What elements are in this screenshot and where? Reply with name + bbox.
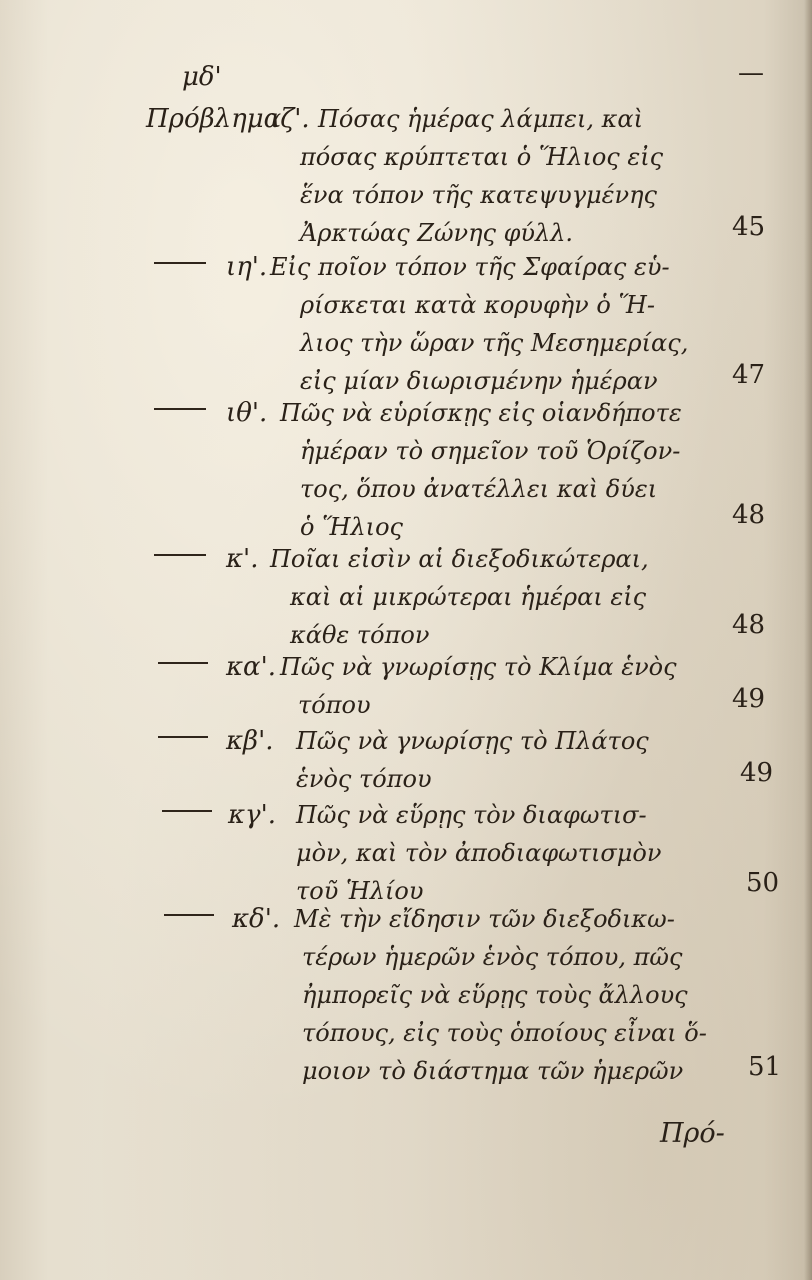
entry-line: εἰς μίαν διωρισμένην ἡμέραν	[300, 367, 658, 395]
entry-line: τοῦ Ἡλίου	[296, 877, 424, 905]
top-right-mark: —	[738, 58, 764, 88]
entry-text	[296, 722, 649, 798]
ditto-dash	[158, 662, 208, 664]
entry-page-number: 47	[732, 360, 766, 390]
entry-text	[280, 394, 682, 546]
entry-line: τέρων ἡμερῶν ἑνὸς τόπου, πῶς	[302, 943, 683, 971]
entry-page-number: 50	[746, 868, 780, 898]
ditto-dash	[162, 810, 212, 812]
entry-text	[270, 540, 649, 654]
entry-line: Πῶς νὰ εὑρίσκῃς εἰς οἱανδήποτε	[280, 399, 682, 427]
entry-page-number: 48	[732, 500, 766, 530]
entry-line: ἡμέραν τὸ σημεῖον τοῦ Ὁρίζον-	[300, 437, 681, 465]
ditto-dash	[154, 554, 206, 556]
entry-line: Πῶς νὰ εὕρῃς τὸν διαφωτισ-	[296, 801, 647, 829]
entry-number: κδ'.	[232, 904, 281, 934]
entry-number: κβ'.	[226, 726, 274, 756]
entry-text	[270, 248, 688, 400]
entry-line: Ποῖαι εἰσὶν αἱ διεξοδικώτεραι,	[270, 545, 649, 573]
ditto-dash	[158, 736, 208, 738]
entry-line: Πόσας ἡμέρας λάμπει, καὶ	[318, 105, 643, 133]
page-edge-shadow	[804, 0, 812, 1280]
entry-line: λιος τὴν ὥραν τῆς Μεσημερίας,	[300, 329, 689, 357]
entry-line: τόπου	[298, 691, 371, 719]
entry-line: ἕνα τόπον τῆς κατεψυγμένης	[300, 181, 657, 209]
entry-line: κάθε τόπον	[290, 621, 430, 649]
entry-page-number: 49	[732, 684, 766, 714]
entry-text	[296, 796, 661, 910]
entry-line: μὸν, καὶ τὸν ἀποδιαφωτισμὸν	[296, 839, 662, 867]
entry-page-number: 45	[732, 212, 766, 242]
entry-line: Εἰς ποῖον τόπον τῆς Σφαίρας εὑ-	[270, 253, 670, 281]
entry-line: μοιον τὸ διάστημα τῶν ἡμερῶν	[302, 1057, 684, 1085]
entry-page-number: 49	[740, 758, 774, 788]
entry-text	[300, 100, 663, 252]
entry-text	[280, 648, 677, 724]
entry-number: ιη'.	[226, 252, 268, 282]
entry-line: καὶ αἱ μικρώτεραι ἡμέραι εἰς	[290, 583, 647, 611]
entry-line: πόσας κρύπτεται ὁ Ἥλιος εἰς	[300, 143, 664, 171]
entry-number: κα'.	[226, 652, 277, 682]
catchword: Πρό-	[660, 1118, 725, 1149]
entry-line: ρίσκεται κατὰ κορυφὴν ὁ Ἥ-	[300, 291, 655, 319]
entry-line: Πῶς νὰ γνωρίσῃς τὸ Κλίμα ἑνὸς	[280, 653, 677, 681]
entry-number: ιθ'.	[226, 398, 268, 428]
entry-page-number: 48	[732, 610, 766, 640]
entry-line: ἑνὸς τόπου	[296, 765, 432, 793]
entry-number: ιζ'.	[270, 104, 310, 134]
ditto-dash	[154, 262, 206, 264]
entry-page-number: 51	[748, 1052, 782, 1082]
entry-line: ἠμπορεῖς νὰ εὕρῃς τοὺς ἄλλους	[302, 981, 688, 1009]
entry-number: κγ'.	[228, 800, 277, 830]
ditto-dash	[164, 914, 214, 916]
entry-line: Μὲ τὴν εἴδησιν τῶν διεξοδικω-	[294, 905, 675, 933]
entry-line: ὁ Ἥλιος	[300, 513, 403, 541]
entry-text	[294, 900, 707, 1090]
entry-line: τόπους, εἰς τοὺς ὁποίους εἶναι ὅ-	[302, 1019, 707, 1047]
entry-number: κ'.	[226, 544, 259, 574]
signature-mark: μδ'	[182, 62, 222, 92]
entry-line: τος, ὅπου ἀνατέλλει καὶ δύει	[300, 475, 658, 503]
entry-line: Ἀρκτώας Ζώνης φύλλ.	[300, 219, 574, 247]
entry-lead-label: Πρόβλημα	[146, 104, 282, 134]
entry-line: Πῶς νὰ γνωρίσῃς τὸ Πλάτος	[296, 727, 649, 755]
ditto-dash	[154, 408, 206, 410]
